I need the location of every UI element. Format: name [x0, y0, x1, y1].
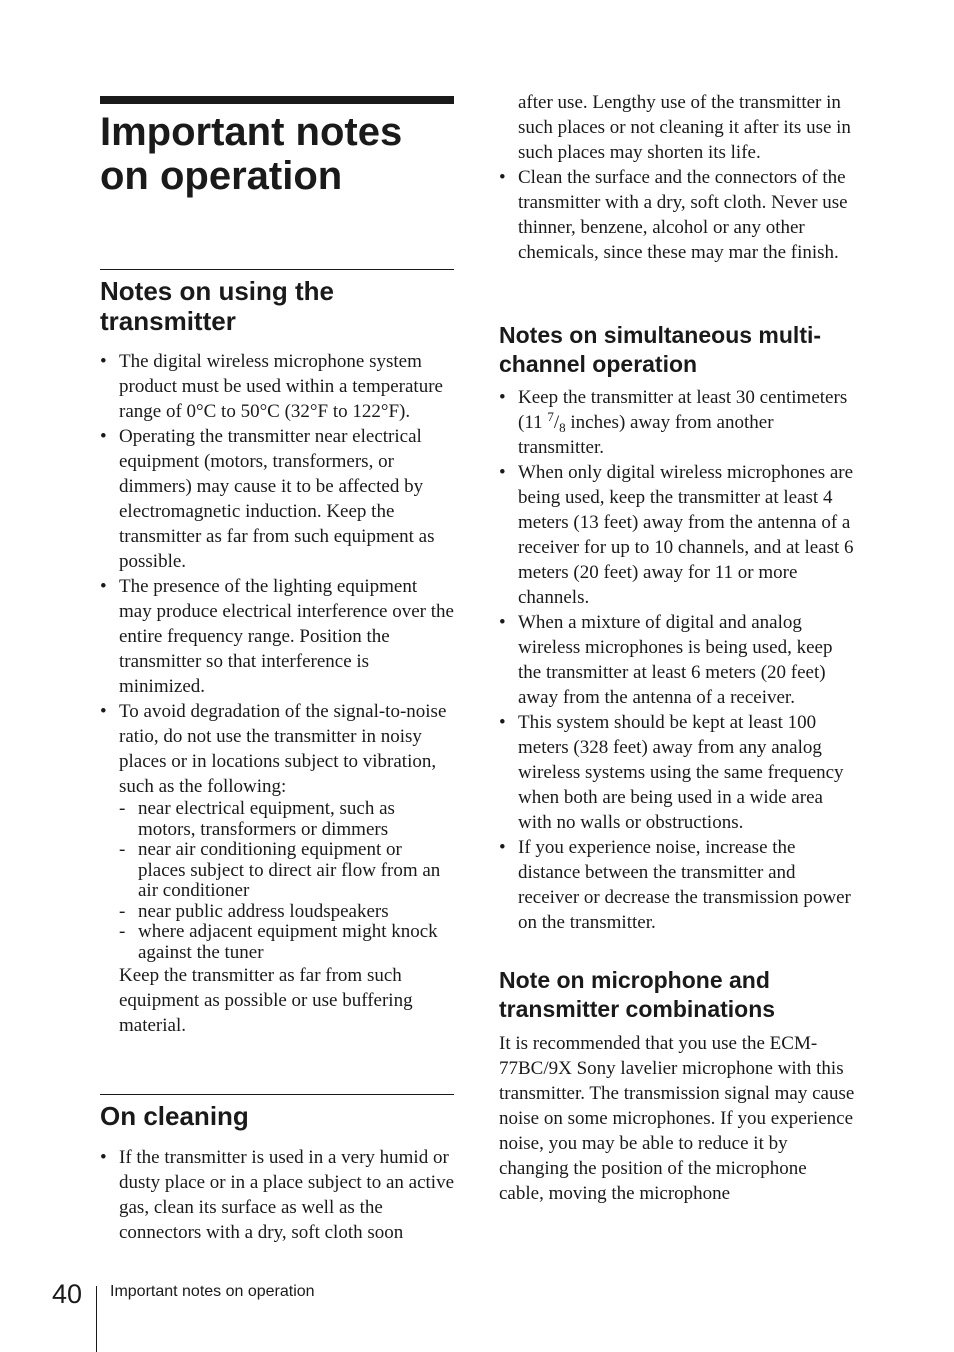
section-heading-multichannel: Notes on simultaneous multi- channel operation: [499, 322, 822, 377]
title-rule: [100, 96, 454, 104]
section-rule-transmitter: [100, 269, 454, 270]
transmitter-notes-list: [100, 349, 454, 1038]
fraction-slash: /: [553, 412, 560, 433]
sub-list-item: - near electrical equipment, such as motors, transformers or dimmers: [119, 799, 454, 840]
page-title: [100, 110, 454, 198]
page-number: 40: [52, 1279, 83, 1309]
section-heading-combinations: Note on microphone and transmitter combinations: [499, 967, 776, 1022]
list-item: • Keep the transmitter at least 30 centimeters (11 $^7/_8$ inches) away from another transmitter.: [499, 385, 855, 460]
footer-rule: [96, 1286, 97, 1352]
fraction-numerator: 7: [547, 409, 554, 424]
list-item: • If the transmitter is used in a very humid or dusty place or in a place subject to an active gas, clean its surface as well as the connectors with a dry, soft cloth soon: [100, 1145, 454, 1245]
sub-list-item: - near air conditioning equipment or places subject to direct air flow from an air conditioner: [119, 840, 454, 902]
list-item: • Clean the surface and the connectors of the transmitter with a dry, soft cloth. Never use thinner, benzene, alcohol or any other chemicals, since these may mar the finish.: [499, 165, 855, 265]
section-heading-cleaning: On cleaning: [100, 1101, 249, 1131]
cleaning-notes-list: [100, 1145, 454, 1245]
section-heading-transmitter: Notes on using the transmitter: [100, 276, 334, 336]
list-item: • If you experience noise, increase the distance between the transmitter and receiver or decrease the transmission power on the transmitter.: [499, 835, 855, 935]
page-title-line2: on operation: [100, 154, 343, 198]
list-item: • When only digital wireless microphones are being used, keep the transmitter at least 4 meters (13 feet) away from the antenna of a receiver for up to 10 channels, and at least 6 meters (20 feet) away for 11 or more channels.: [499, 460, 855, 610]
page-title-line1: Important notes: [100, 110, 403, 154]
sub-list-item: - near public address loudspeakers: [119, 902, 454, 923]
running-title: Important notes on operation: [110, 1283, 315, 1300]
list-item: • Operating the transmitter near electrical equipment (motors, transformers, or dimmers) may cause it to be affected by electromagnetic induction. Keep the transmitter as far from such equipment as possible.: [100, 424, 454, 574]
list-item: • When a mixture of digital and analog wireless microphones is being used, keep the transmitter at least 6 meters (20 feet) away from the antenna of a receiver.: [499, 610, 855, 710]
list-item: • The presence of the lighting equipment may produce electrical interference over the entire frequency range. Position the transmitter so that interference is minimized.: [100, 574, 454, 699]
section-rule-cleaning: [100, 1094, 454, 1095]
fraction-denominator: 8: [559, 420, 566, 435]
list-item: • The digital wireless microphone system product must be used within a temperature range of 0°C to 50°C (32°F to 122°F).: [100, 349, 454, 424]
list-item-text: To avoid degradation of the signal-to-noise ratio, do not use the transmitter in noisy places or in locations subject to vibration, such as the following:: [119, 701, 447, 797]
list-item: [100, 699, 454, 1038]
cleaning-notes-list-continued: [499, 165, 855, 265]
sub-list-item: - where adjacent equipment might knock against the tuner: [119, 922, 454, 963]
vibration-sources-list: [119, 799, 454, 963]
closing-note: Keep the transmitter as far from such equipment as possible or use buffering material.: [119, 965, 413, 1036]
multichannel-notes-list: [499, 385, 855, 935]
cleaning-continuation: after use. Lengthy use of the transmitter in such places or not cleaning it after its use in such places may shorten its life.: [518, 92, 851, 163]
combinations-body: It is recommended that you use the ECM-77BC/9X Sony lavelier microphone with this transmitter. The transmission signal may cause noise on some microphones. If you experience noise, you may be able to reduce it by changing the position of the microphone cable, moving the microphone: [499, 1033, 855, 1204]
list-item: • This system should be kept at least 100 meters (328 feet) away from any analog wireless systems using the same frequency when both are being used in a wide area with no walls or obstructions.: [499, 710, 855, 835]
